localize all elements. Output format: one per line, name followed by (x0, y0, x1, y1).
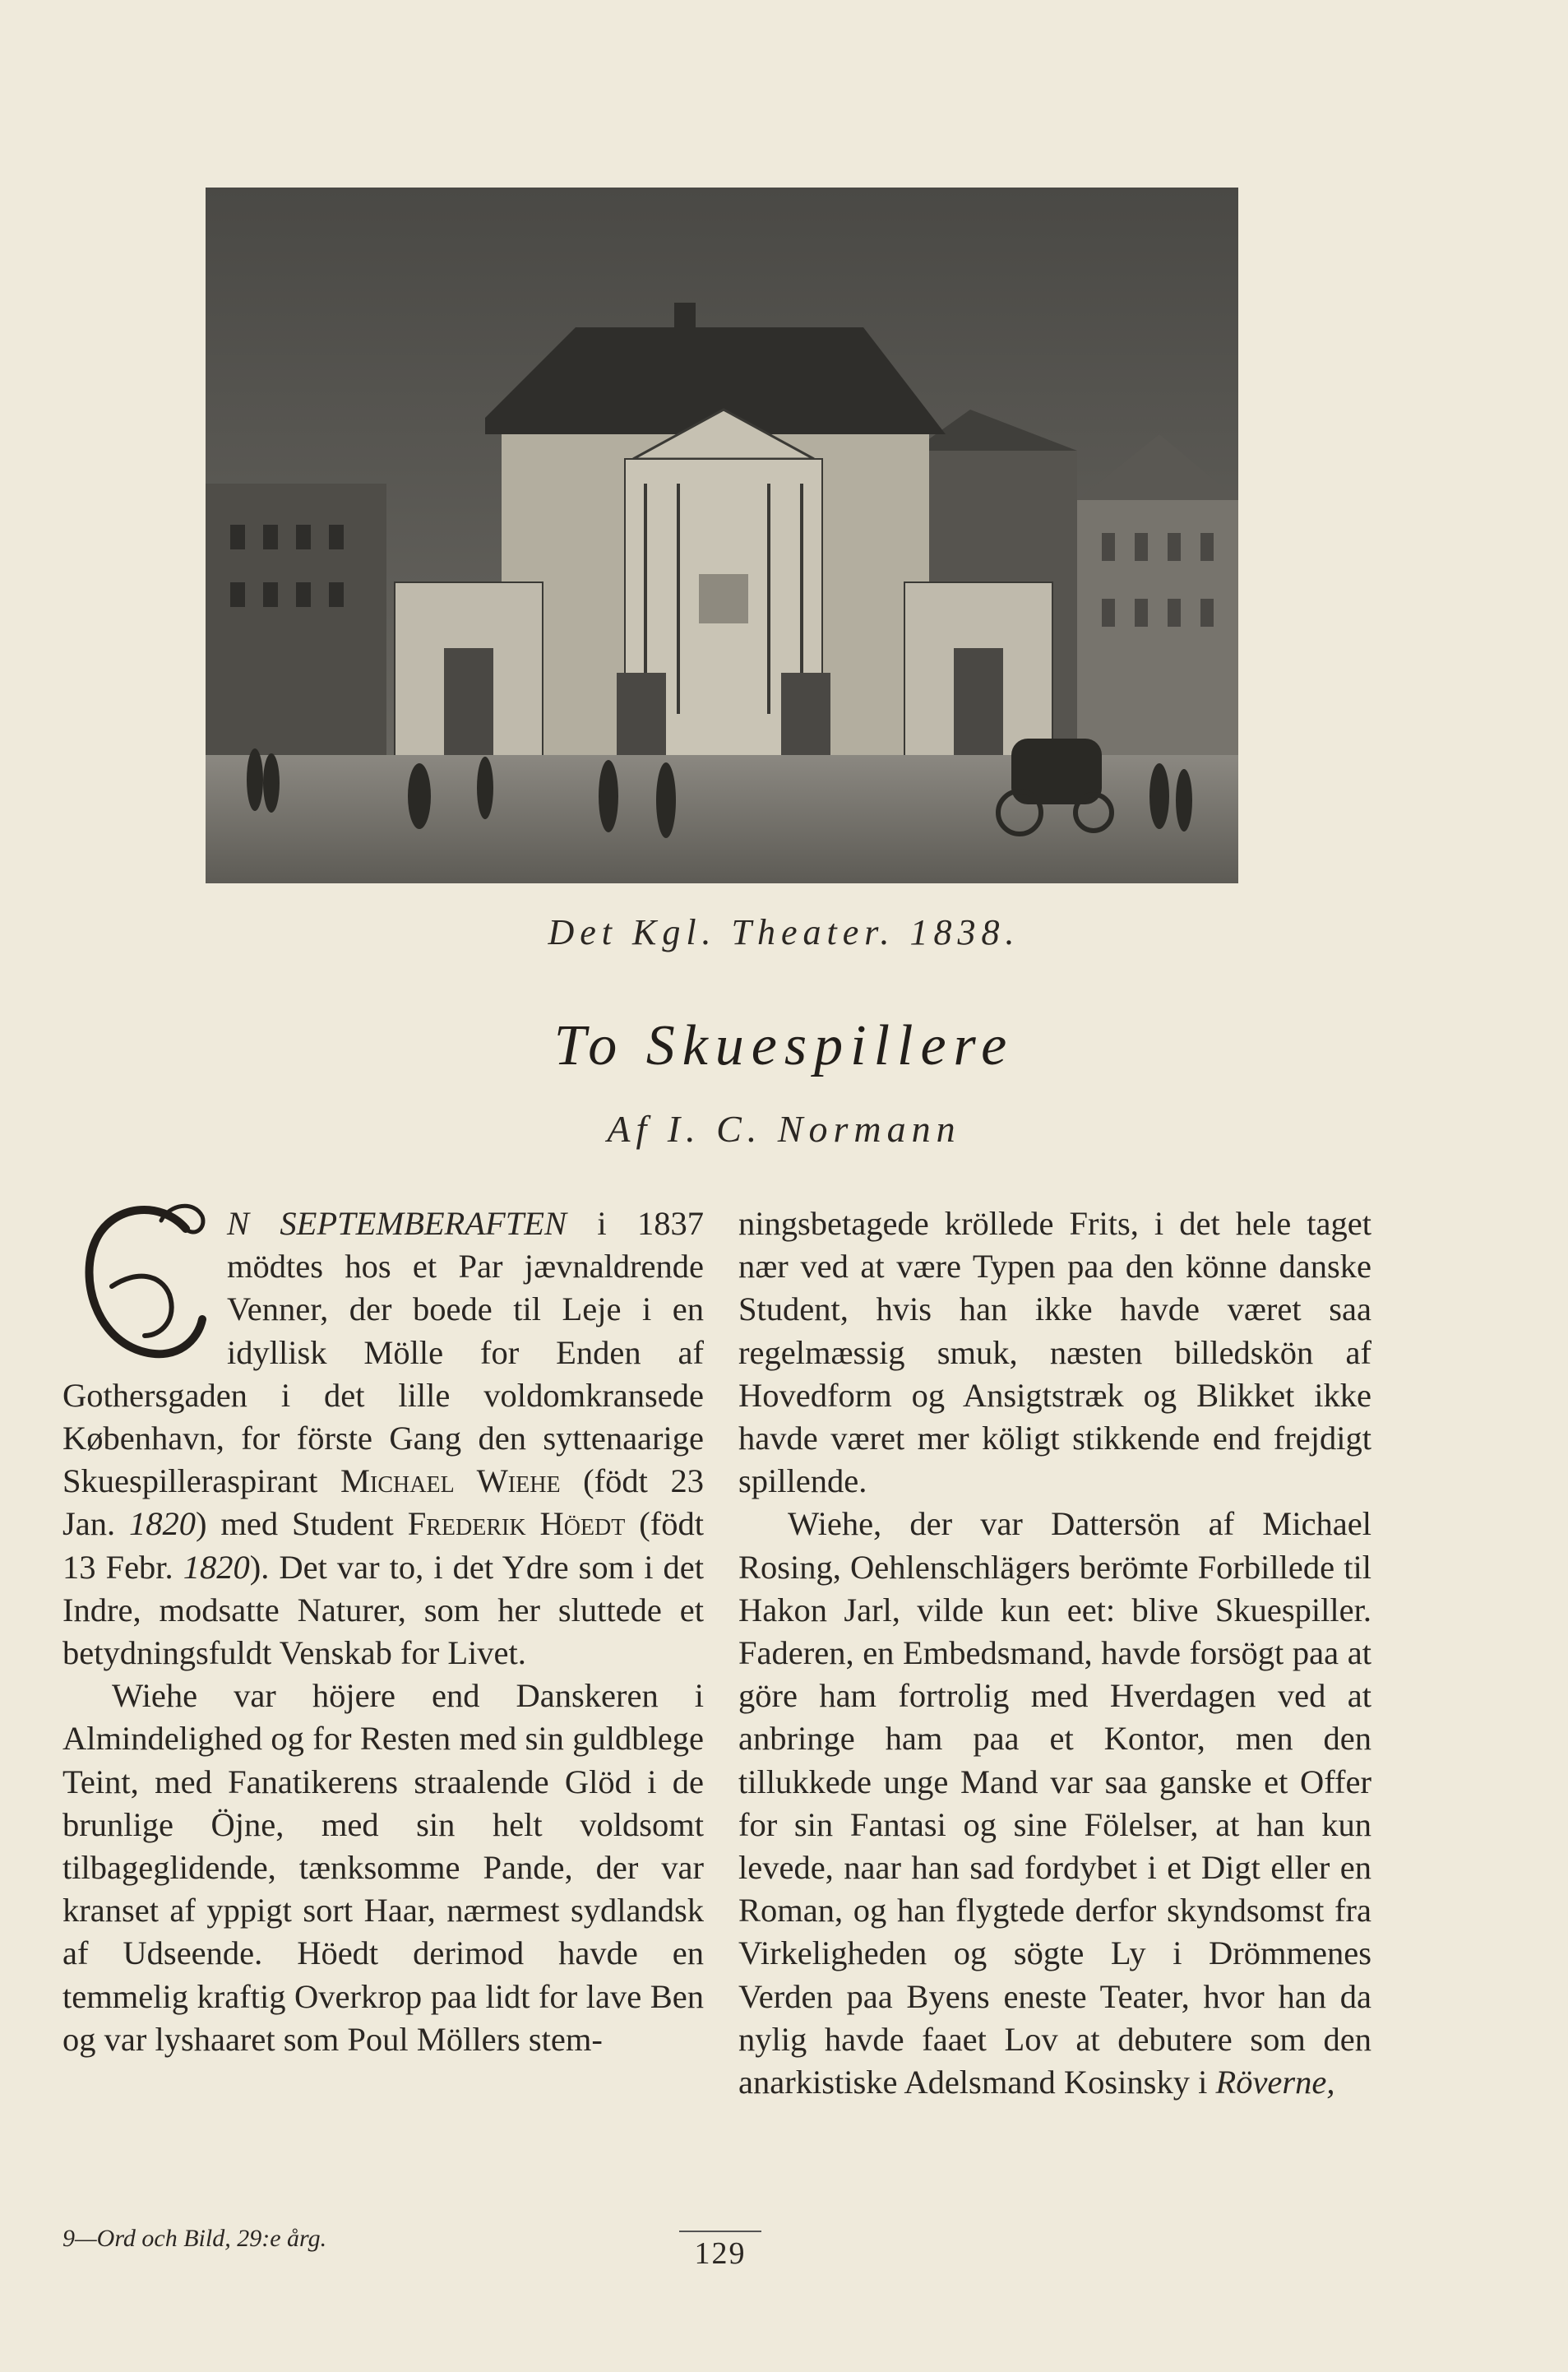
paragraph-3: ningsbetagede kröllede Frits, i det hele taget nær ved at være Typen paa den könne danske Student, hvis han ikke havde været saa regelmæssig smuk, næsten billedskön af Hovedform og Ansigtstræk og Blikket ikke havde været mer köligt stikkende end frejdigt spillende. (738, 1205, 1371, 1500)
year: 1820 (129, 1505, 197, 1543)
person-name: Michael Wiehe (340, 1462, 561, 1500)
paragraph-1 (62, 1202, 704, 1675)
paragraph-2: Wiehe var höjere end Danskeren i Almindelighed og for Resten med sin guldblege Teint, med Fanatikerens straalende Glöd i de brunlige Öjne, med sin helt voldsomt tilbageglidende, tænksomme Pande, der var kranset af yppigt sort Haar, nærmest sydlandsk af Udseende. Höedt derimod havde en temmelig kraftig Overkrop paa lidt for lave Ben og var lyshaaret som Poul Möllers stem- (62, 1677, 704, 2058)
drop-cap-ornament (62, 1196, 210, 1373)
engraving-drawing (206, 188, 1238, 883)
text-run: ). Det var to, i det Ydre som i det Indre, modsatte Naturer, som her sluttede et betydningsfuldt Venskab for Livet. (62, 1548, 704, 1672)
signature-mark: 9—Ord och Bild, 29:e årg. (62, 2225, 327, 2252)
opening-caps: N SEPTEMBERAFTEN (227, 1205, 567, 1242)
text-run: (födt 13 Febr. (62, 1505, 704, 1586)
article-title: To Skuespillere (553, 1014, 1015, 1077)
text-run: Wiehe, der var Dattersön af Michael Rosing, Oehlenschlägers berömte Forbillede til Hakon Jarl, vilde kun eet: blive Skuespiller. Faderen, en Embedsmand, havde forsögt paa at göre ham fortrolig med Hverdagen ved at anbringe ham paa et Kontor, men den tillukkede unge Mand var saa ganske et Offer for sin Fantasi og sine Fölelser, at han kun levede, naar han sad fordybet i et Digt eller en Roman, og han flygtede derfor skyndsomst fra Virkeligheden og sögte Ly i Drömmenes Verden paa Byens eneste Teater, hvor han da nylig havde faaet Lov at debutere som den anarkistiske Adelsmand Kosinsky i (738, 1505, 1371, 2101)
person-name: Frederik Höedt (407, 1505, 626, 1543)
text-run: (födt 23 Jan. (62, 1462, 704, 1543)
theater-engraving (206, 188, 1238, 883)
play-title: Röverne, (1215, 2064, 1335, 2101)
paragraph-4 (738, 1503, 1371, 2104)
year: 1820 (183, 1548, 250, 1586)
column-left (62, 1202, 704, 2061)
column-right (738, 1202, 1371, 2104)
byline: Af I. C. Normann (607, 1108, 961, 1150)
page-number: 129 (679, 2231, 761, 2272)
plate-caption: Det Kgl. Theater. 1838. (548, 912, 1020, 952)
text-run: i 1837 mödtes hos et Par jævnaldrende Venner, der boede til Leje i en idyllisk Mölle for Enden af Gothersgaden i det lille voldomkransede København, for förste Gang den syttenaarige Skuespilleraspirant (62, 1205, 704, 1500)
text-run: ) med Student (196, 1505, 408, 1543)
